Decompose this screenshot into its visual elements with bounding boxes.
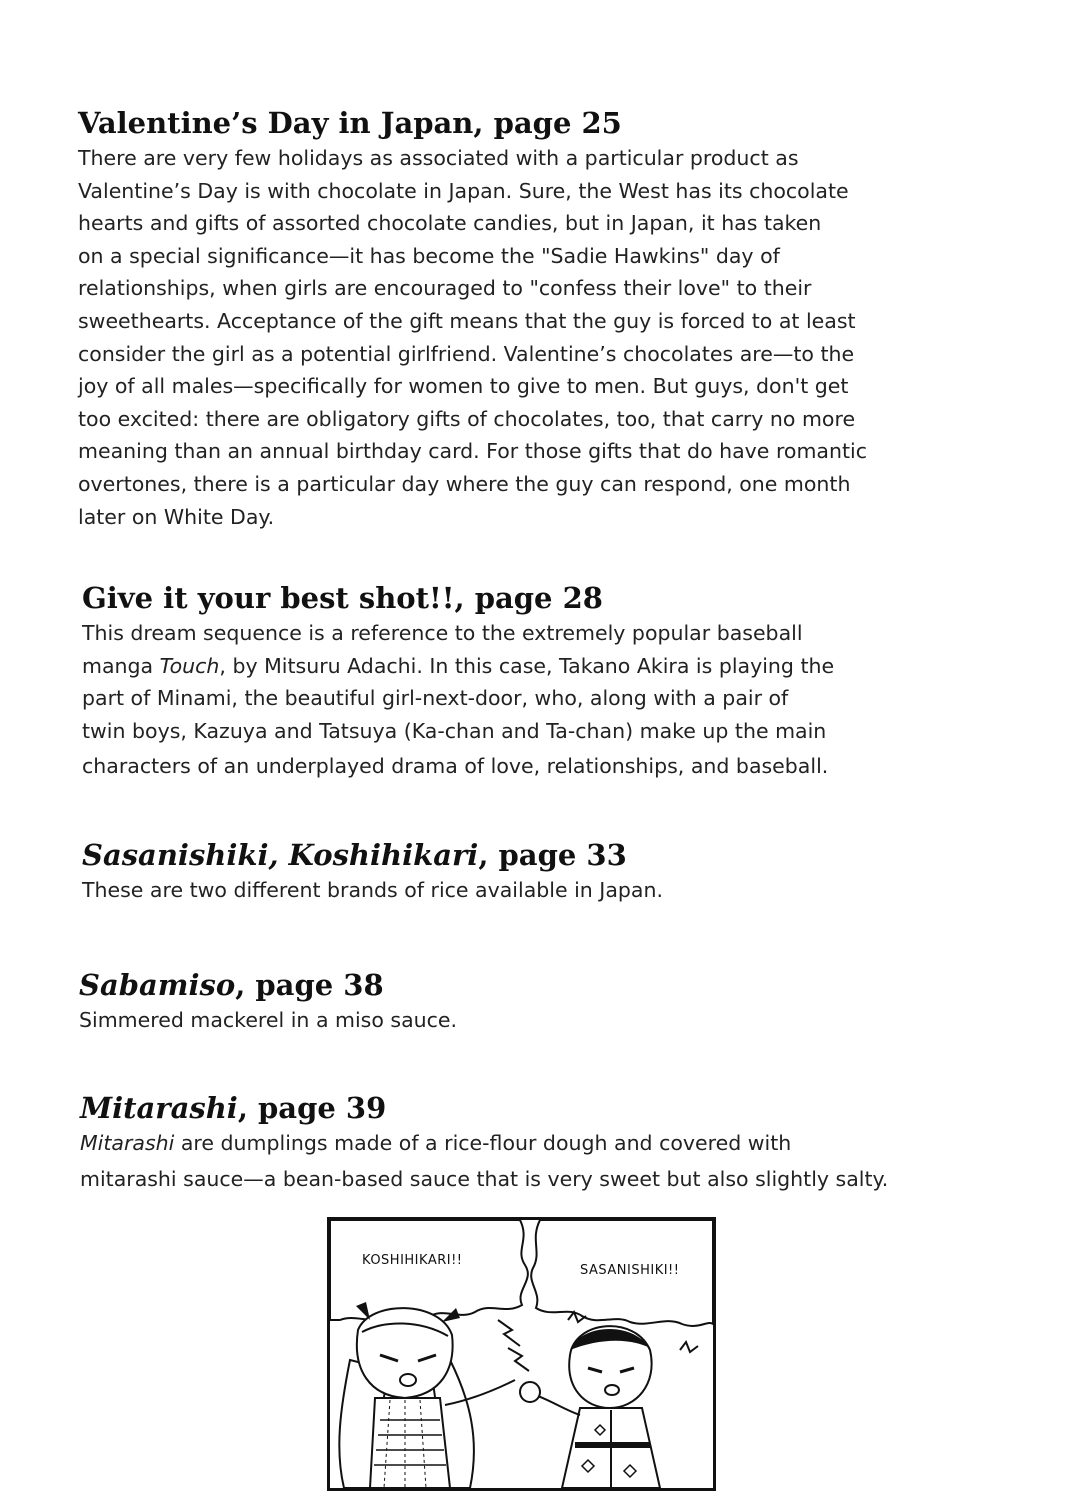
note-term: Sasanishiki, Koshihikari (82, 838, 479, 872)
note-page-ref: , page 25 (473, 106, 622, 140)
note-page-ref: , page 28 (454, 581, 603, 615)
body-line: meaning than an annual birthday card. For those gifts that do have romantic (78, 439, 867, 464)
note-term: Give it your best shot!! (82, 581, 455, 615)
body-line: part of Minami, the beautiful girl-next-door, who, along with a pair of (82, 686, 789, 711)
note-term: Mitarashi (80, 1091, 238, 1125)
body-line: later on White Day. (78, 504, 275, 529)
note-heading-valentines (78, 106, 622, 140)
manga-title: Touch (159, 653, 220, 678)
note-body-mitarashi (80, 1127, 888, 1195)
spark-icon (508, 1348, 529, 1371)
note-heading-sabamiso (79, 968, 384, 1002)
food-term: Mitarashi (80, 1131, 175, 1155)
note-heading-rice-brands (82, 838, 627, 872)
note-heading-best-shot (82, 581, 603, 615)
body-line: This dream sequence is a reference to the extremely popular baseball (82, 621, 803, 645)
body-line: There are very few holidays as associated with a particular product as (78, 146, 799, 170)
body-line: relationships, when girls are encouraged to "confess their love" to their (78, 276, 812, 301)
bubble-text-right: SASANISHIKI!! (580, 1263, 680, 1278)
note-body-rice-brands (82, 874, 663, 907)
body-line: sweethearts. Acceptance of the gift means that the guy is forced to at least (78, 308, 856, 333)
body-line: characters of an underplayed drama of love, relationships, and baseball. (82, 754, 829, 779)
body-line: on a special significance—it has become the "Sadie Hawkins" day of (78, 243, 780, 268)
body-line: manga Touch, by Mitsuru Adachi. In this case, Takano Akira is playing the (82, 653, 835, 678)
note-body-valentines (78, 142, 867, 533)
note-page-ref: , page 38 (235, 968, 384, 1002)
character-left (339, 1302, 515, 1488)
body-line: mitarashi sauce—a bean-based sauce that is very sweet but also slightly salty. (80, 1166, 889, 1191)
spark-icon (498, 1320, 520, 1346)
note-body-sabamiso (79, 1004, 457, 1037)
note-body-best-shot (82, 617, 834, 783)
body-line: These are two different brands of rice available in Japan. (82, 878, 663, 902)
body-line: hearts and gifts of assorted chocolate candies, but in Japan, it has taken (78, 211, 822, 236)
body-line: Mitarashi are dumplings made of a rice-flour dough and covered with (80, 1131, 792, 1155)
note-page-ref: , page 33 (478, 838, 627, 872)
body-line: Simmered mackerel in a miso sauce. (79, 1008, 458, 1032)
bubble-text-left: KOSHIHIKARI!! (362, 1253, 463, 1268)
note-page-ref: , page 39 (237, 1091, 387, 1125)
manga-illustration (330, 1220, 713, 1488)
note-term: Sabamiso (79, 968, 236, 1002)
body-line: Valentine’s Day is with chocolate in Japan. Sure, the West has its chocolate (78, 178, 849, 203)
body-line: too excited: there are obligatory gifts of chocolates, too, that carry no more (78, 406, 856, 431)
body-line: twin boys, Kazuya and Tatsuya (Ka-chan and Ta-chan) make up the main (82, 718, 827, 743)
body-line: joy of all males—specifically for women to give to men. But guys, don't get (78, 374, 849, 399)
body-line: consider the girl as a potential girlfriend. Valentine’s chocolates are—to the (78, 341, 855, 366)
manga-panel (327, 1217, 716, 1491)
character-right (520, 1326, 660, 1488)
body-line: overtones, there is a particular day where the guy can respond, one month (78, 471, 851, 496)
note-heading-mitarashi (80, 1091, 386, 1125)
note-term: Valentine’s Day in Japan (78, 106, 474, 140)
